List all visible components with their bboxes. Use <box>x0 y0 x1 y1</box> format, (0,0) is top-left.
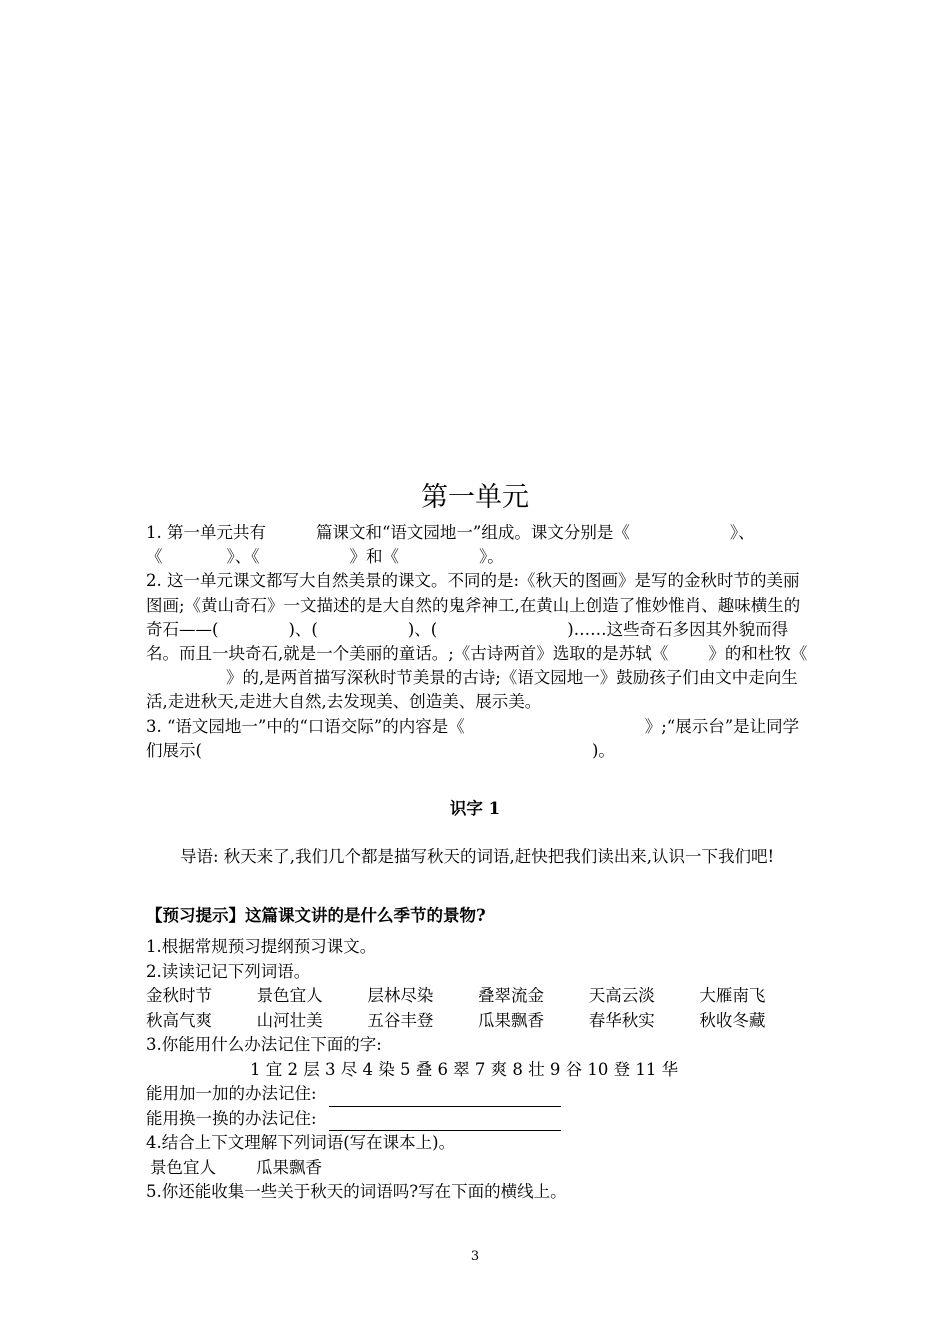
preview-tip: 【预习提示】这篇课文讲的是什么季节的景物? <box>146 906 486 925</box>
unit-overview <box>146 521 810 763</box>
lesson-title: 识字 1 <box>449 799 501 818</box>
word: 景色宜人 <box>150 1157 216 1177</box>
swap-method-label: 能用换一换的办法记住: <box>146 1108 317 1128</box>
item-1-text: 》和《 <box>349 547 399 567</box>
item-1-text: 篇课文和“语文园地一”组成。课文分别是《 <box>316 523 630 542</box>
word: 秋高气爽 <box>146 1010 212 1030</box>
answer-line[interactable] <box>329 1112 561 1131</box>
step-2: 2.读读记记下列词语。 <box>146 961 311 981</box>
item-3-text: 3. “语文园地一”中的“口语交际”的内容是《 <box>146 716 465 736</box>
item-2-text: )、( <box>407 619 438 639</box>
preview-steps <box>146 935 810 1205</box>
character-list: 1 宜 2 层 3 尽 4 染 5 叠 6 翠 7 爽 8 壮 9 谷 10 登 11 华 <box>250 1059 679 1079</box>
item-2-text: 》的和杜牧《 <box>708 644 808 664</box>
item-1 <box>146 521 810 569</box>
answer-line[interactable] <box>329 1088 561 1107</box>
item-3-text: )。 <box>591 740 615 760</box>
step-4-words <box>146 1156 810 1181</box>
item-1-text: 1. 第一单元共有 <box>146 523 266 542</box>
word: 金秋时节 <box>146 986 212 1005</box>
word: 景色宜人 <box>256 986 323 1005</box>
word: 层林尽染 <box>367 986 434 1005</box>
unit-title: 第一单元 <box>421 482 529 513</box>
item-2-text: 》的,是两首描写深秋时节美景的古诗;《语文园地一》鼓励孩子们由文中走向生活,走进秋天,走进大自然,去发现美、创造美、展示美。 <box>146 668 798 712</box>
word: 五谷丰登 <box>367 1010 434 1030</box>
item-1-text: 》、 <box>729 523 755 542</box>
step-4: 4.结合上下文理解下列词语(写在课本上)。 <box>146 1133 456 1152</box>
word-row-1 <box>146 984 810 1009</box>
word: 秋收冬藏 <box>699 1010 766 1030</box>
item-2-text: 2. 这一单元课文都写大自然美景的课文。不同的是:《秋天的图画》是写的金秋时节的美丽图画;《黄山奇石》一文描述的是大自然的鬼斧神工,在黄山上创造了惟妙惟肖、趣味横生的奇石——( <box>146 571 801 639</box>
page-number: 3 <box>470 1249 480 1264</box>
step-1: 1.根据常规预习提纲预习课文。 <box>146 937 377 956</box>
word-row-2 <box>146 1009 810 1034</box>
guide-paragraph <box>146 845 810 870</box>
item-3-text: 》;“展示台”是让同学们展示( <box>146 716 800 760</box>
item-3 <box>146 715 810 763</box>
guide-text: 导语: 秋天来了,我们几个都是描写秋天的词语,赶快把我们读出来,认识一下我们吧! <box>180 847 775 866</box>
word: 瓜果飘香 <box>256 1157 322 1177</box>
word: 大雁南飞 <box>699 986 766 1005</box>
step-3: 3.你能用什么办法记住下面的字: <box>146 1035 382 1054</box>
step-5: 5.你还能收集一些关于秋天的词语吗?写在下面的横线上。 <box>146 1182 567 1201</box>
item-2-text: )、( <box>288 619 318 639</box>
word: 天高云淡 <box>588 986 655 1005</box>
swap-method-line <box>146 1107 810 1132</box>
word: 叠翠流金 <box>478 986 545 1005</box>
item-2 <box>146 569 810 714</box>
item-1-text: 《 <box>146 547 163 567</box>
word: 瓜果飘香 <box>478 1010 545 1030</box>
word: 山河壮美 <box>256 1010 323 1030</box>
add-method-label: 能用加一加的办法记住: <box>146 1084 317 1103</box>
word: 春华秋实 <box>588 1010 655 1030</box>
item-1-text: 》、《 <box>226 547 260 567</box>
item-1-text: 》。 <box>479 547 504 567</box>
item-2-text: )……这些奇石多因其外貌而得名。而且一块奇石,就是一个美丽的童话。;《古诗两首》选取的是苏轼《 <box>146 619 789 664</box>
add-method-line <box>146 1082 810 1107</box>
